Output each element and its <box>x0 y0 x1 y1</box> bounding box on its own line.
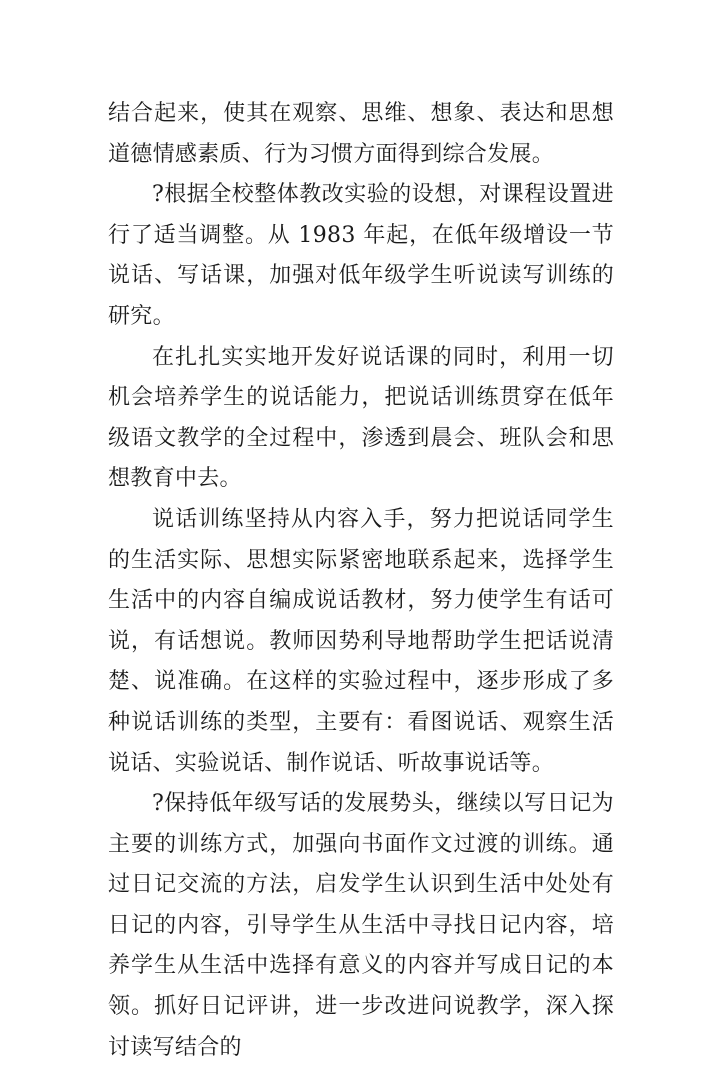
paragraph-writing-diary: ?保持低年级写话的发展势头，继续以写日记为主要的训练方式，加强向书面作文过渡的训练。通过日记交流的方法，启发学生认识到生活中处处有日记的内容，引导学生从生活中寻找日记内容，培养学生从生活中选择有意义的内容并写成日记的本领。抓好日记评讲，进一步改进问说教学，深入探讨读写结合的 <box>108 791 614 1060</box>
paragraph-speaking-class: 在扎扎实实地开发好说话课的同时，利用一切机会培养学生的说话能力，把说话训练贯穿在低年级语文教学的全过程中，渗透到晨会、班队会和思想教育中去。 <box>108 344 614 492</box>
paragraph-continuation: 结合起来，使其在观察、思维、想象、表达和思想道德情感素质、行为习惯方面得到综合发展。 <box>108 101 614 167</box>
paragraph-curriculum-adjustment: ?根据全校整体教改实验的设想，对课程设置进行了适当调整。从 1983 年起，在低年级增设一节说话、写话课，加强对低年级学生听说读写训练的研究。 <box>108 182 614 329</box>
document-body <box>108 94 614 1068</box>
paragraph-speaking-training: 说话训练坚持从内容入手，努力把说话同学生的生活实际、思想实际紧密地联系起来，选择学生生活中的内容自编成说话教材，努力使学生有话可说，有话想说。教师因势利导地帮助学生把话说清楚、说准确。在这样的实验过程中，逐步形成了多种说话训练的类型，主要有：看图说话、观察生活说话、实验说话、制作说话、听故事说话等。 <box>108 506 614 776</box>
